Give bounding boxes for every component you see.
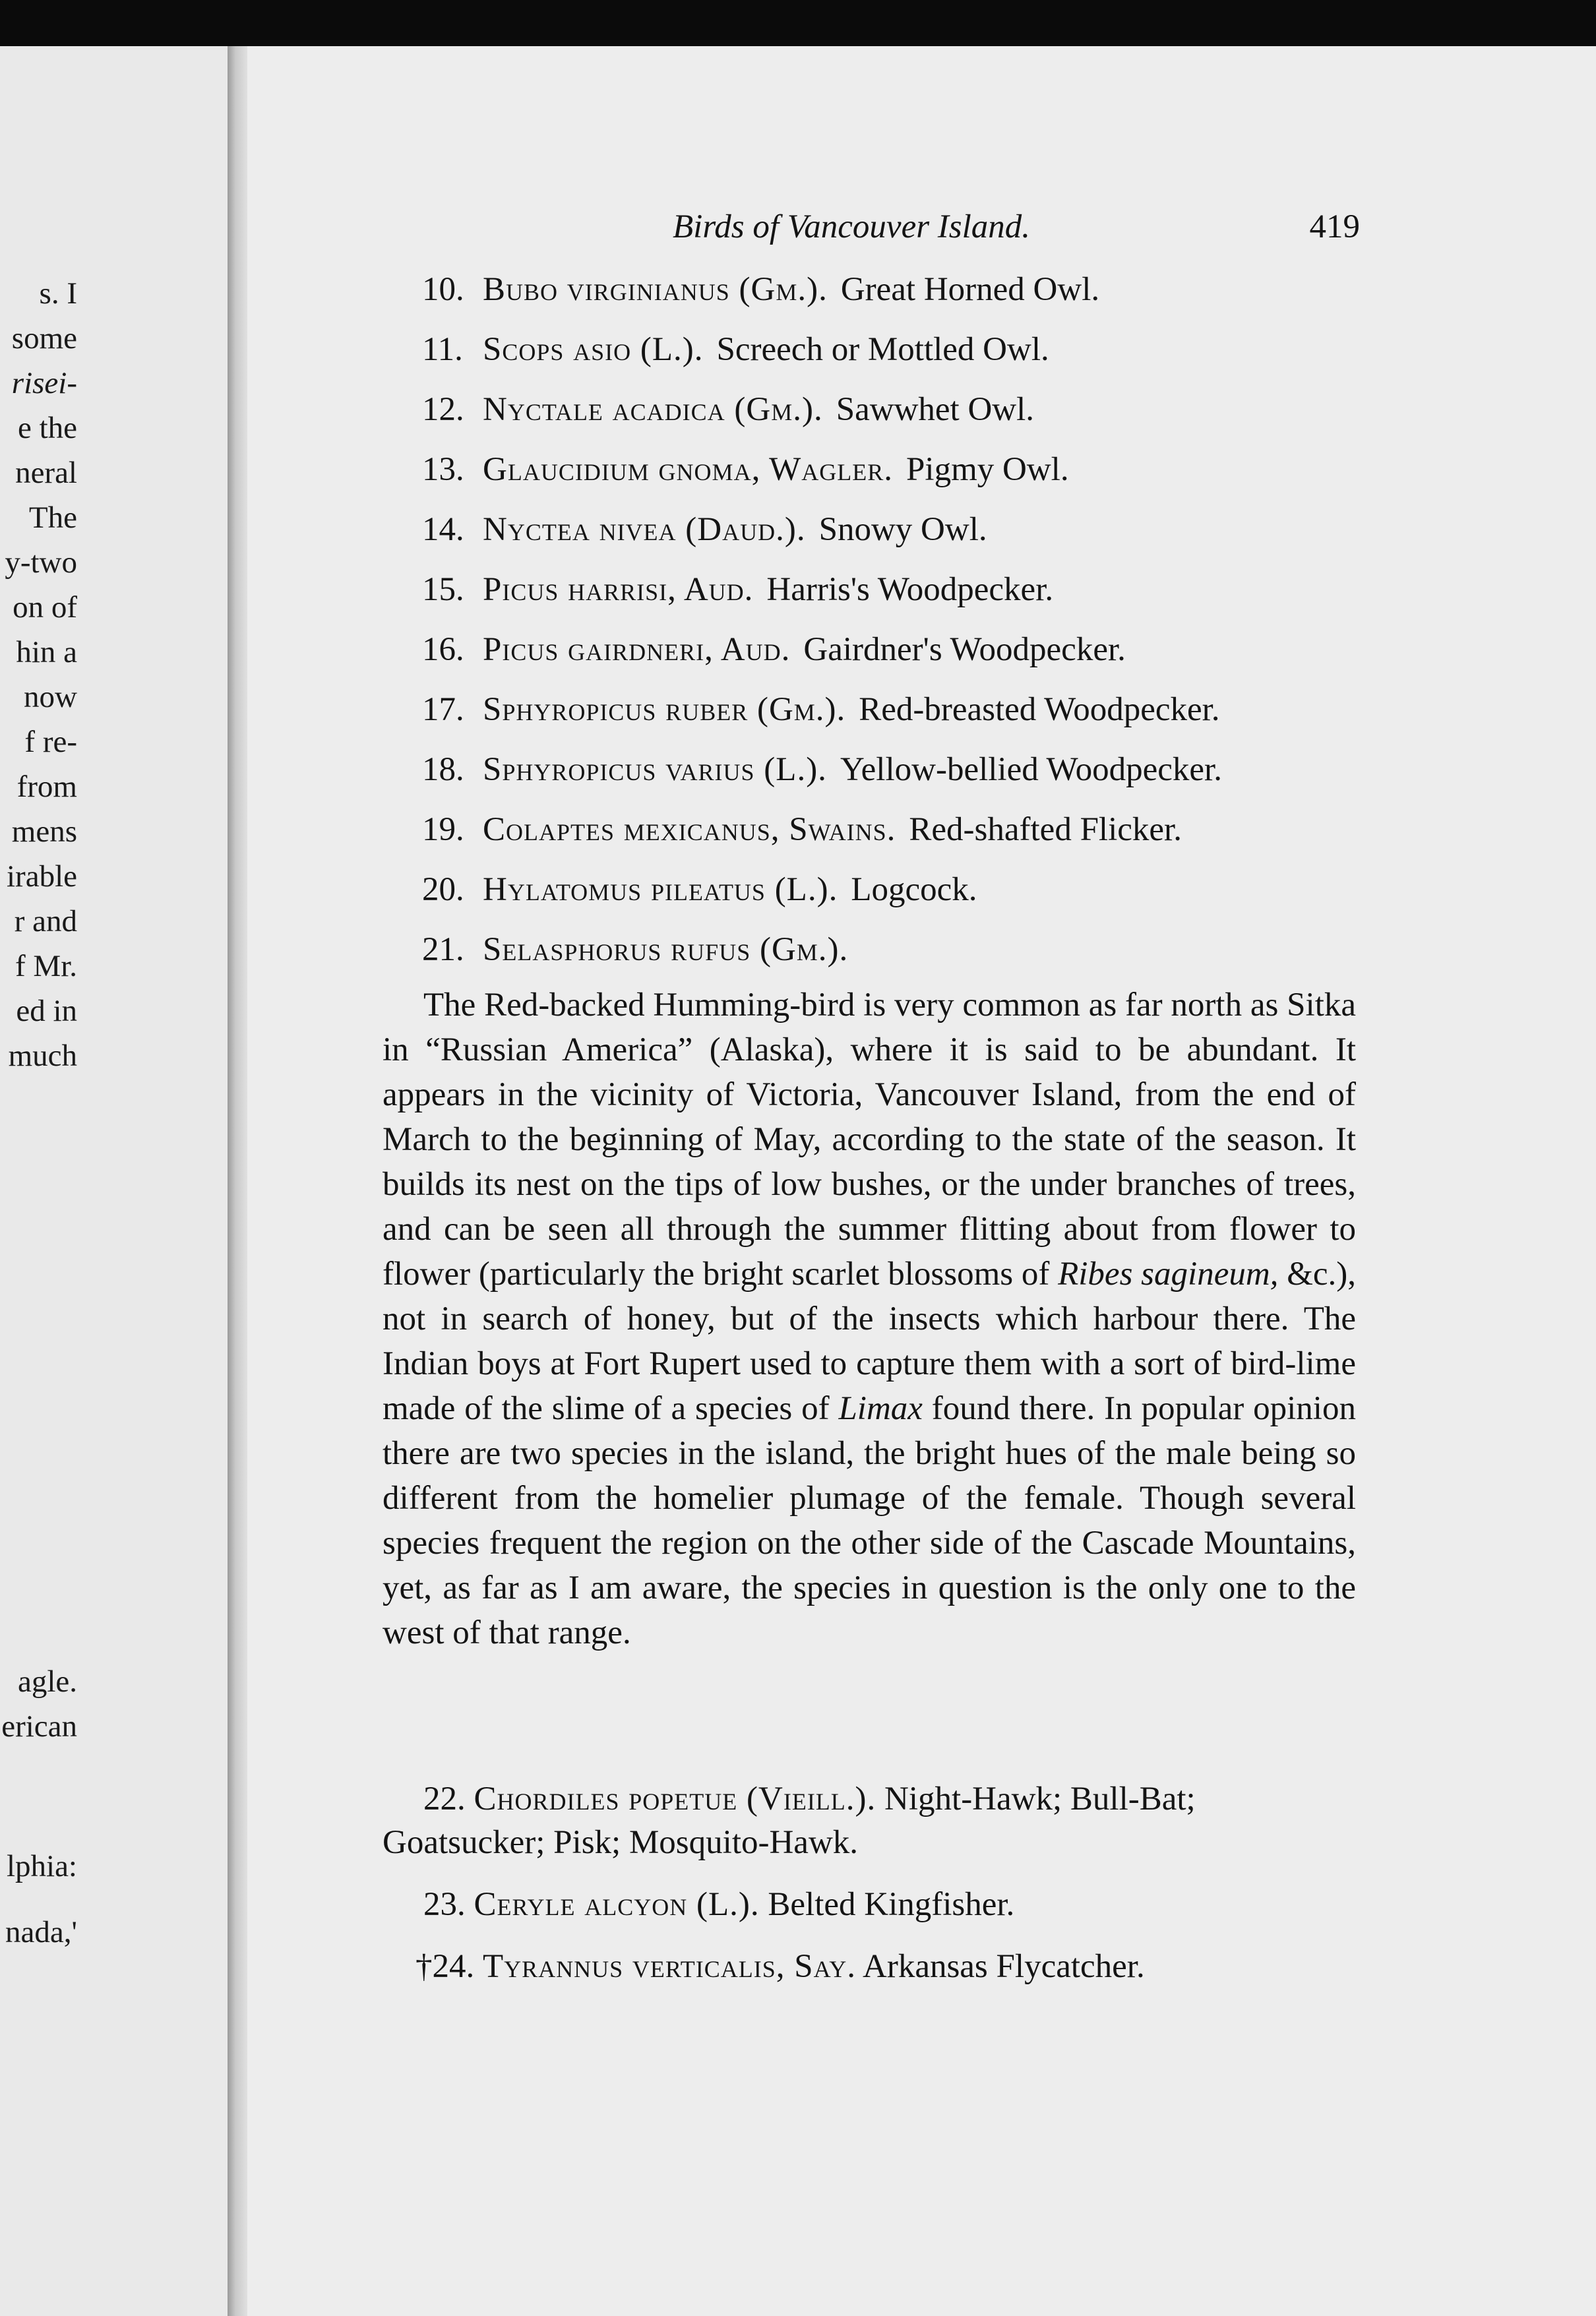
page-header — [673, 208, 1365, 254]
species-entry — [383, 1945, 1356, 1988]
paragraph-text: found there. In popular opinion there are two species in the island, the bright hues of the male being so different from the homelier plumage of the female. Though several species frequent the region on the other side of the Cascade Mountains, yet, as far as I am aware, the species in question is the only one to the west of that range. — [383, 1390, 1356, 1651]
entry-number: 17. — [422, 691, 464, 728]
scientific-name: Scops asio (L.). — [483, 331, 704, 368]
common-name: Harris's Woodpecker. — [766, 571, 1054, 608]
facing-page-line: now — [24, 680, 77, 714]
facing-page-line: The — [28, 501, 77, 535]
common-name: Gairdner's Woodpecker. — [803, 631, 1126, 668]
facing-page-line: e the — [17, 411, 77, 445]
scientific-name: Glaucidium gnoma, Wagler. — [483, 451, 894, 488]
species-entry — [422, 750, 1359, 810]
common-name: Pigmy Owl. — [906, 451, 1069, 488]
species-list — [422, 270, 1359, 990]
scientific-name: Colaptes mexicanus, Swains. — [483, 811, 896, 848]
facing-page-line: some — [11, 321, 77, 355]
species-entry — [422, 630, 1359, 690]
scientific-name: Hylatomus pileatus (L.). — [483, 871, 838, 908]
species-entry — [422, 390, 1359, 450]
paragraph-text: &c.), not in search of honey, but of the insects which harbour there. The Indian boys at Fort Rupert used to capture them with a sort of bird-lime made of the slime of a species of — [383, 1256, 1356, 1427]
facing-page-line: neral — [15, 456, 77, 490]
species-entry — [383, 1777, 1356, 1864]
species-entry — [422, 570, 1359, 630]
facing-page-line: on of — [13, 590, 77, 625]
entry-number: 12. — [422, 391, 464, 428]
common-name: Screech or Mottled Owl. — [716, 331, 1049, 368]
species-entry — [422, 810, 1359, 870]
species-entry — [422, 930, 1359, 990]
facing-page-fragment — [0, 46, 228, 2316]
scientific-name: Sphyropicus ruber (Gm.). — [483, 691, 846, 728]
facing-page-line: r and — [14, 904, 77, 938]
common-name: Snowy Owl. — [818, 511, 987, 548]
scientific-name: Bubo virginianus (Gm.). — [483, 271, 828, 308]
scientific-name: Tyrannus verticalis, Say. — [483, 1948, 857, 1985]
entry-number: 19. — [422, 811, 464, 848]
entry-number: 22. — [423, 1781, 466, 1817]
entry-number: 10. — [422, 271, 464, 308]
species-entry — [383, 1883, 1356, 1926]
scientific-name: Ceryle alcyon (L.). — [474, 1886, 760, 1923]
species-entry — [422, 330, 1359, 390]
paragraph-italic-term: Ribes sagineum, — [1058, 1256, 1279, 1293]
entry-number: 14. — [422, 511, 464, 548]
scientific-name: Nyctale acadica (Gm.). — [483, 391, 823, 428]
scientific-name: Picus harrisi, Aud. — [483, 571, 754, 608]
dagger-mark: † — [415, 1948, 433, 1985]
facing-page-line: lphia: — [6, 1849, 77, 1883]
species-entry — [422, 870, 1359, 930]
entry-number: 21. — [422, 931, 464, 968]
facing-page-line: erican — [1, 1709, 77, 1744]
paragraph-text: The Red-backed Humming-bird is very common as far north as Sitka in “Russian America” (Alaska), where it is said to be abundant. It appears in the vicinity of Victoria, Vancouver Island, from the end of March to the beginning of May, according to the state of the season. It builds its nest on the tips of low bushes, or the under branches of trees, and can be seen all through the summer flitting about from flower to flower (particularly the bright scarlet blossoms of — [383, 987, 1356, 1293]
entry-number: 18. — [422, 751, 464, 788]
facing-page-line: s. I — [39, 276, 77, 311]
species-entry — [422, 690, 1359, 750]
facing-page-line: much — [8, 1039, 77, 1073]
facing-page-line: irable — [7, 859, 77, 894]
book-gutter — [228, 46, 247, 2316]
species-list-continued — [383, 1777, 1356, 2007]
entry-number: 20. — [422, 871, 464, 908]
facing-page-line: f Mr. — [15, 949, 77, 983]
scientific-name: Selasphorus rufus (Gm.). — [483, 931, 849, 968]
entry-number: 13. — [422, 451, 464, 488]
common-name: Yellow-bellied Woodpecker. — [840, 751, 1222, 788]
common-name: Arkansas Flycatcher. — [863, 1948, 1145, 1985]
scientific-name: Nyctea nivea (Daud.). — [483, 511, 806, 548]
facing-page-line: from — [16, 770, 77, 804]
common-name: Sawwhet Owl. — [836, 391, 1035, 428]
common-name: Night-Hawk; Bull-Bat; Goatsucker; Pisk; Mosquito-Hawk. — [383, 1781, 1196, 1861]
scientific-name: Picus gairdneri, Aud. — [483, 631, 791, 668]
entry-number: 15. — [422, 571, 464, 608]
facing-page-line: agle. — [17, 1664, 77, 1699]
running-title: Birds of Vancouver Island. — [673, 208, 1031, 245]
common-name: Belted Kingfisher. — [768, 1886, 1015, 1923]
species-entry — [422, 450, 1359, 510]
species-entry — [422, 510, 1359, 570]
entry-number: 23. — [423, 1886, 466, 1923]
hummingbird-paragraph — [383, 983, 1356, 1655]
facing-page-line: hin a — [16, 635, 77, 669]
entry-number: 16. — [422, 631, 464, 668]
facing-page-line: nada,' — [5, 1915, 77, 1949]
scientific-name: Sphyropicus varius (L.). — [483, 751, 827, 788]
page-number: 419 — [1309, 208, 1360, 245]
scan-top-border — [0, 0, 1596, 46]
common-name: Red-breasted Woodpecker. — [859, 691, 1220, 728]
facing-page-line: y-two — [5, 545, 77, 580]
scientific-name: Chordiles popetue (Vieill.). — [474, 1781, 876, 1817]
species-entry — [422, 270, 1359, 330]
facing-page-line: ed in — [16, 994, 77, 1028]
facing-page-line: f re- — [24, 725, 77, 759]
common-name: Logcock. — [851, 871, 977, 908]
paragraph-italic-term: Limax — [838, 1390, 923, 1427]
entry-number: 24. — [432, 1948, 475, 1985]
entry-number: 11. — [422, 331, 463, 368]
common-name: Red-shafted Flicker. — [909, 811, 1182, 848]
common-name: Great Horned Owl. — [840, 271, 1100, 308]
facing-page-line: risei- — [11, 366, 77, 400]
facing-page-line: mens — [11, 814, 77, 849]
